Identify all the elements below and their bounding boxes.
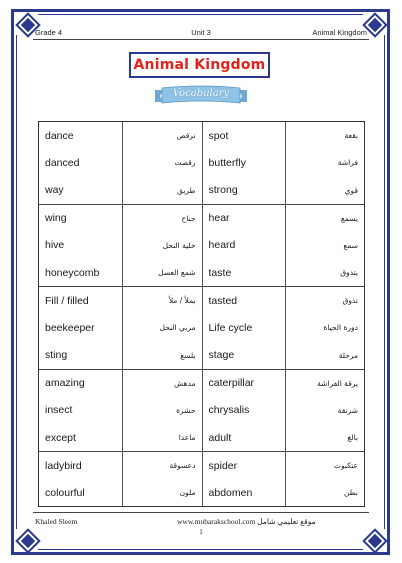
table-row — [39, 232, 365, 260]
english-word: Fill / filled — [39, 287, 123, 315]
page-title: Animal Kingdom — [133, 57, 266, 73]
table-row — [39, 342, 365, 370]
table-row — [39, 452, 365, 480]
arabic-translation: مرحلة — [286, 342, 365, 370]
english-word: sting — [45, 349, 68, 361]
arabic-translation: يتذوق — [286, 259, 365, 287]
page-footer — [33, 512, 369, 538]
title-box — [129, 52, 270, 78]
table-row — [39, 314, 365, 342]
arabic-translation: فراشة — [286, 149, 365, 177]
arabic-translation: حشرة — [122, 397, 202, 425]
header-grade: Grade 4 — [35, 28, 63, 37]
table-row — [39, 424, 365, 452]
english-word: danced — [45, 156, 80, 169]
english-word: Life cycle — [202, 314, 286, 342]
arabic-translation: عنكبوت — [286, 452, 365, 480]
arabic-translation: مربي النحل — [122, 314, 202, 342]
vocabulary-ribbon — [155, 85, 247, 106]
english-word: spider — [202, 452, 286, 480]
english-word: hear — [202, 204, 286, 232]
table-row — [39, 259, 365, 287]
english-word: insect — [45, 404, 73, 417]
english-word: colourful — [45, 486, 85, 499]
arabic-translation: شرنقة — [286, 397, 365, 425]
english-word: dance — [45, 129, 74, 142]
table-row — [39, 122, 365, 150]
english-word: heard — [202, 232, 286, 260]
header-unit: Unit 3 — [191, 28, 211, 37]
english-word: way — [45, 184, 64, 196]
footer-website: www.mubarakschool.com موقع تعليمي شامل — [177, 517, 316, 526]
arabic-translation: ماعدا — [122, 424, 202, 452]
table-row — [39, 204, 365, 232]
arabic-translation: دورة الحياة — [286, 314, 365, 342]
english-word: wing — [39, 204, 123, 232]
vocabulary-table — [38, 121, 365, 507]
arabic-translation: بالغ — [286, 424, 365, 452]
english-word: stage — [202, 342, 286, 370]
arabic-translation: يرقة الفراشة — [286, 369, 365, 397]
arabic-translation: بطن — [286, 479, 365, 507]
english-word: strong — [202, 177, 286, 205]
english-word: beekeeper — [45, 321, 95, 334]
english-word: hive — [45, 239, 65, 252]
ribbon-label: Vocabulary — [172, 88, 230, 99]
page-number: 1 — [199, 528, 203, 536]
arabic-translation: شمع العسل — [122, 259, 202, 287]
english-word: amazing — [39, 369, 123, 397]
arabic-translation: خلية النحل — [122, 232, 202, 260]
arabic-translation: دعسوقة — [122, 452, 202, 480]
english-word: except — [45, 431, 76, 444]
arabic-translation: جناح — [122, 204, 202, 232]
english-word: spot — [202, 122, 286, 150]
arabic-translation: ملون — [122, 479, 202, 507]
arabic-translation: يسمع — [286, 204, 365, 232]
table-row — [39, 177, 365, 205]
english-word: ladybird — [39, 452, 123, 480]
arabic-translation: تذوق — [286, 287, 365, 315]
arabic-translation: يلسع — [122, 342, 202, 370]
english-word: adult — [202, 424, 286, 452]
table-row — [39, 149, 365, 177]
english-word: butterfly — [202, 149, 286, 177]
arabic-translation: بقعة — [286, 122, 365, 150]
table-row — [39, 397, 365, 425]
page-header — [33, 26, 369, 40]
table-row — [39, 287, 365, 315]
english-word: taste — [202, 259, 286, 287]
english-word: chrysalis — [202, 397, 286, 425]
footer-author: Khaled Sleem — [35, 517, 78, 526]
arabic-translation: نرقص — [122, 122, 202, 150]
table-row — [39, 479, 365, 507]
arabic-translation: مدهش — [122, 369, 202, 397]
english-word: abdomen — [202, 479, 286, 507]
table-row — [39, 369, 365, 397]
arabic-translation: يملأ / ملأ — [122, 287, 202, 315]
english-word: tasted — [202, 287, 286, 315]
arabic-translation: طريق — [122, 177, 202, 205]
arabic-translation: سمع — [286, 232, 365, 260]
arabic-translation: قوي — [286, 177, 365, 205]
arabic-translation: رقصت — [122, 149, 202, 177]
header-topic: Animal Kingdom — [312, 28, 367, 37]
english-word: caterpillar — [202, 369, 286, 397]
english-word: honeycomb — [45, 266, 100, 279]
